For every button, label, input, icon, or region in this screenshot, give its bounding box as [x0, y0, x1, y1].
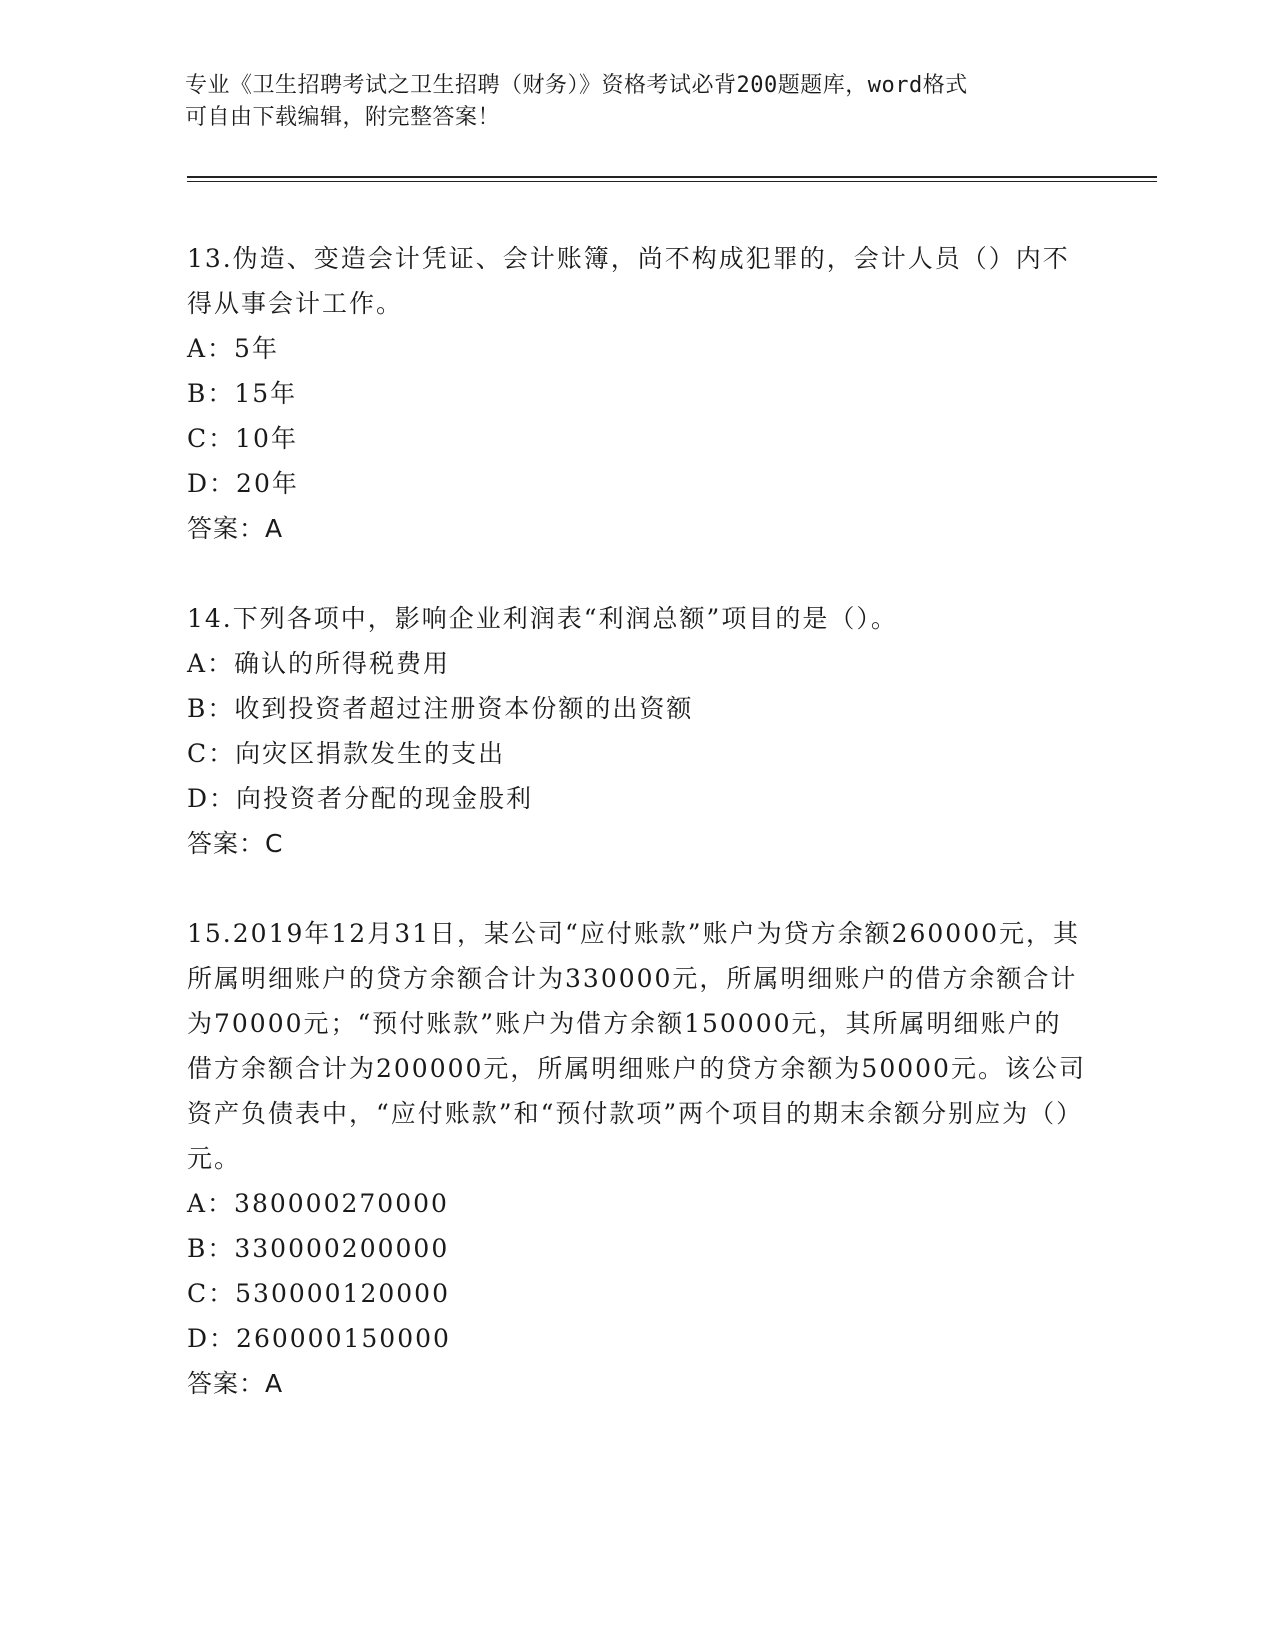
- option-d: D：260000150000: [187, 1324, 451, 1353]
- option-c: C：向灾区捐款发生的支出: [187, 739, 506, 768]
- question-stem: 14.下列各项中，影响企业利润表“利润总额”项目的是（）。: [187, 604, 898, 633]
- option-d: D：20年: [187, 469, 299, 498]
- header-line-1: 专业《卫生招聘考试之卫生招聘（财务）》资格考试必背200题题库，word格式: [185, 73, 968, 98]
- option-c: C：10年: [187, 424, 298, 453]
- answer-line: 答案：C: [187, 829, 284, 858]
- question-14: [187, 596, 1087, 866]
- answer-line: 答案：A: [187, 1369, 284, 1398]
- option-b: B：收到投资者超过注册资本份额的出资额: [187, 694, 694, 723]
- question-13: [187, 236, 1087, 551]
- header-divider: [187, 176, 1157, 182]
- document-header: [185, 70, 1065, 134]
- question-15: [187, 911, 1087, 1406]
- answer-line: 答案：A: [187, 514, 284, 543]
- question-stem: 15.2019年12月31日，某公司“应付账款”账户为贷方余额260000元，其所属明细账户的贷方余额合计为330000元，所属明细账户的借方余额合计为70000元；“预付账款”账户为借方余额150000元，其所属明细账户的借方余额合计为200000元，所属明细账户的贷方余额为50000元。该公司资产负债表中，“应付账款”和“预付款项”两个项目的期末余额分别应为（）元。: [187, 919, 1086, 1173]
- option-a: A：380000270000: [187, 1189, 449, 1218]
- option-a: A：确认的所得税费用: [187, 649, 451, 678]
- option-a: A：5年: [187, 334, 279, 363]
- option-b: B：330000200000: [187, 1234, 450, 1263]
- option-c: C：530000120000: [187, 1279, 450, 1308]
- question-list: [187, 236, 1087, 1451]
- option-d: D：向投资者分配的现金股利: [187, 784, 534, 813]
- option-b: B：15年: [187, 379, 298, 408]
- header-line-2: 可自由下载编辑，附完整答案！: [185, 105, 501, 130]
- question-stem: 13.伪造、变造会计凭证、会计账簿，尚不构成犯罪的，会计人员（）内不得从事会计工作。: [187, 244, 1070, 318]
